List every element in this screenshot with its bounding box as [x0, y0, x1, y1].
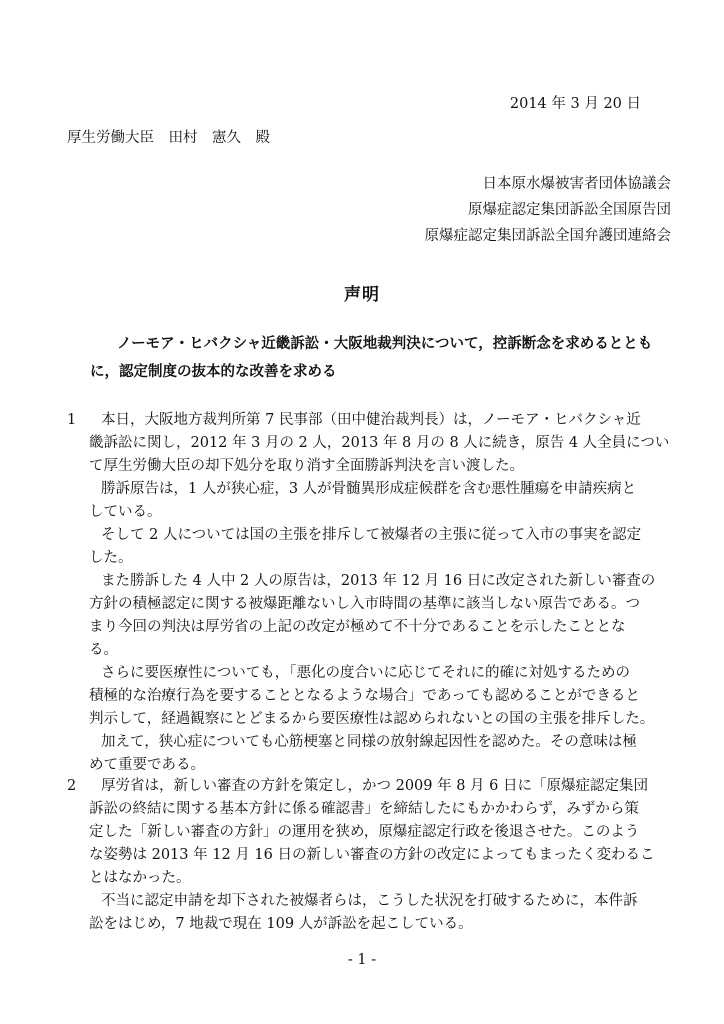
paragraph-line: な姿勢は 2013 年 12 月 16 日の新しい審査の方針の改定によってもまったく変わるこ — [89, 847, 655, 863]
subtitle-line: ノーモア・ヒバクシャ近畿訴訟・大阪地裁判決について，控訴断念を求めるととも — [117, 335, 653, 352]
paragraph-line: そして 2 人については国の主張を排斥して被爆者の主張に従って入市の事実を認定 — [101, 527, 642, 543]
sender-organization: 原爆症認定集団訴訟全国原告団 — [468, 202, 671, 218]
addressee: 厚生労働大臣 田村 憲久 殿 — [67, 130, 270, 146]
paragraph-line: している。 — [89, 504, 162, 520]
paragraph-line: 厚労省は，新しい審査の方針を策定し，かつ 2009 年 8 月 6 日に「原爆症認定集団 — [101, 778, 649, 794]
subtitle-line: に，認定制度の抜本的な改善を求める — [90, 363, 337, 380]
paragraph-line: 勝訴原告は，1 人が狭心症，3 人が骨髄異形成症候群を含む悪性腫瘍を申請疾病と — [101, 481, 637, 497]
section-number: 1 — [67, 412, 77, 428]
paragraph-line: また勝訴した 4 人中 2 人の原告は，2013 年 12 月 16 日に改定された新しい審査の — [101, 573, 656, 589]
paragraph-line: した。 — [89, 550, 133, 566]
statement-date: 2014 年 3 月 20 日 — [509, 96, 641, 112]
paragraph-line: とはなかった。 — [89, 870, 191, 886]
sender-list — [425, 171, 672, 249]
paragraph-line: 積極的な治療行為を要することとなるような場合」であっても認めることができると — [89, 688, 640, 704]
paragraph-line: めて重要である。 — [89, 757, 205, 773]
page-number: - 1 - — [347, 952, 377, 968]
section-2 — [62, 775, 682, 936]
paragraph-line: さらに要医療性についても，「悪化の度合いに応じてそれに的確に対処するための — [101, 665, 630, 681]
sender-organization: 日本原水爆被害者団体協議会 — [482, 176, 671, 192]
paragraph-line: 畿訴訟に関し，2012 年 3 月の 2 人，2013 年 8 月の 8 人に続き，原告 4 人全員につい — [89, 435, 670, 451]
section-body — [89, 409, 682, 777]
paragraph-line: 判示して，経過観察にとどまるから要医療性は認められないとの国の主張を排斥した。 — [89, 711, 655, 727]
paragraph-line: 方針の積極認定に関する被爆距離ないし入市時間の基準に該当しない原告である。つ — [89, 596, 640, 612]
section-number: 2 — [67, 778, 77, 794]
document-subtitle — [90, 330, 680, 386]
paragraph-line: 定した「新しい審査の方針」の運用を狭め，原爆症認定行政を後退させた。このよう — [89, 824, 640, 840]
section-body — [89, 775, 682, 936]
paragraph-line: 加えて，狭心症についても心筋梗塞と同様の放射線起因性を認めた。その意味は極 — [101, 734, 637, 750]
document-title: 声明 — [344, 285, 380, 305]
sender-organization: 原爆症認定集団訴訟全国弁護団連絡会 — [424, 228, 671, 244]
paragraph-line: 訴訟の終結に関する基本方針に係る確認書」を締結したにもかかわらず，みずから策 — [89, 801, 639, 817]
paragraph-line: 訟をはじめ，7 地裁で現在 109 人が訴訟を起こしている。 — [89, 916, 473, 932]
paragraph-line: て厚生労働大臣の却下処分を取り消す全面勝訴判決を言い渡した。 — [89, 458, 524, 474]
paragraph-line: まり今回の判決は厚労省の上記の改定が極めて不十分であることを示したこととな — [89, 619, 626, 635]
paragraph-line: 本日，大阪地方裁判所第 7 民事部（田中健治裁判長）は，ノーモア・ヒバクシャ近 — [101, 412, 641, 428]
paragraph-line: 不当に認定申請を却下された被爆者らは，こうした状況を打破するために，本件訴 — [101, 893, 638, 909]
section-1 — [62, 409, 682, 777]
paragraph-line: る。 — [89, 642, 118, 658]
